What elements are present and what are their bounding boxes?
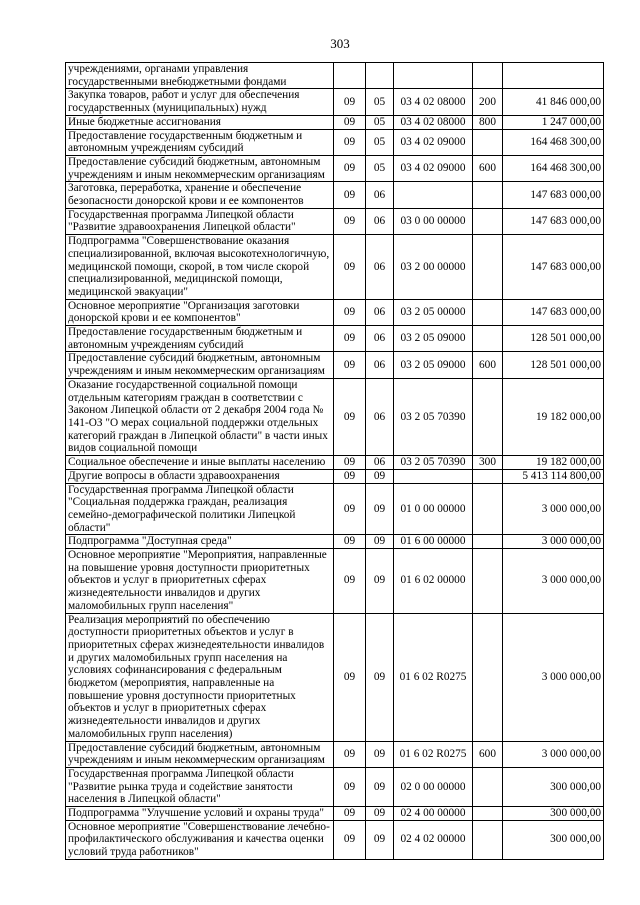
row-expense-type (473, 378, 503, 455)
row-name: Основное мероприятие "Организация заготовки донорской крови и ее компонентов" (66, 299, 334, 325)
row-amount: 19 182 000,00 (503, 456, 604, 470)
row-target-article: 03 4 02 09000 (394, 129, 473, 155)
row-name: Основное мероприятие "Совершенствование лечебно-профилактического обслуживания и качества оценки условий труда работников" (66, 820, 334, 859)
row-amount: 128 501 000,00 (503, 352, 604, 378)
table-row (66, 208, 604, 234)
row-expense-type: 600 (473, 352, 503, 378)
row-name: учреждениями, органами управления государственными внебюджетными фондами (66, 63, 334, 89)
row-target-article: 03 4 02 08000 (394, 115, 473, 129)
row-subsection: 05 (366, 115, 394, 129)
table-row (66, 535, 604, 549)
row-subsection: 09 (366, 535, 394, 549)
row-name: Реализация мероприятий по обеспечению доступности приоритетных объектов и услуг в приоритетных сферах жизнедеятельности инвалидов и других маломобильных групп населения на условиях софинансирования с федеральным бюджетом (мероприятия, направленные на повышение уровня доступности приоритетных объектов и услуг в приоритетных сферах жизнедеятельности инвалидов и других маломобильных групп населения) (66, 613, 334, 741)
row-target-article: 03 4 02 09000 (394, 155, 473, 181)
row-subsection: 09 (366, 820, 394, 859)
budget-table (65, 62, 604, 860)
row-amount: 3 000 000,00 (503, 535, 604, 549)
row-name: Предоставление субсидий бюджетным, автономным учреждениям и иным некоммерческим организациям (66, 155, 334, 181)
row-subsection: 06 (366, 378, 394, 455)
row-subsection (366, 63, 394, 89)
row-section: 09 (334, 456, 366, 470)
row-expense-type (473, 299, 503, 325)
row-name: Государственная программа Липецкой области "Развитие здравоохранения Липецкой области" (66, 208, 334, 234)
row-name: Предоставление субсидий бюджетным, автономным учреждениям и иным некоммерческим организациям (66, 741, 334, 767)
row-section: 09 (334, 235, 366, 300)
row-amount: 147 683 000,00 (503, 182, 604, 208)
row-name: Государственная программа Липецкой области "Развитие рынка труда и содействие занятости населения в Липецкой области" (66, 767, 334, 806)
row-subsection: 06 (366, 299, 394, 325)
row-subsection: 06 (366, 208, 394, 234)
table-row (66, 155, 604, 181)
row-target-article: 02 4 02 00000 (394, 820, 473, 859)
row-subsection: 09 (366, 613, 394, 741)
row-target-article: 02 0 00 00000 (394, 767, 473, 806)
row-target-article: 03 2 05 00000 (394, 299, 473, 325)
row-subsection: 06 (366, 235, 394, 300)
row-name: Предоставление государственным бюджетным и автономным учреждениям субсидий (66, 129, 334, 155)
table-row (66, 549, 604, 614)
row-subsection: 09 (366, 807, 394, 821)
row-amount: 147 683 000,00 (503, 299, 604, 325)
row-name: Закупка товаров, работ и услуг для обеспечения государственных (муниципальных) нужд (66, 89, 334, 115)
row-expense-type: 600 (473, 741, 503, 767)
row-expense-type: 600 (473, 155, 503, 181)
row-subsection: 09 (366, 741, 394, 767)
row-expense-type (473, 469, 503, 483)
row-name: Другие вопросы в области здравоохранения (66, 469, 334, 483)
row-subsection: 09 (366, 483, 394, 535)
row-section: 09 (334, 352, 366, 378)
row-section: 09 (334, 807, 366, 821)
row-subsection: 09 (366, 469, 394, 483)
row-target-article: 01 6 02 R0275 (394, 613, 473, 741)
row-target-article: 01 6 02 R0275 (394, 741, 473, 767)
row-section: 09 (334, 741, 366, 767)
row-amount: 147 683 000,00 (503, 235, 604, 300)
row-expense-type (473, 613, 503, 741)
row-subsection: 05 (366, 129, 394, 155)
row-target-article: 03 4 02 08000 (394, 89, 473, 115)
row-name: Заготовка, переработка, хранение и обеспечение безопасности донорской крови и ее компонентов (66, 182, 334, 208)
row-section: 09 (334, 129, 366, 155)
row-section: 09 (334, 155, 366, 181)
row-section: 09 (334, 326, 366, 352)
row-expense-type (473, 767, 503, 806)
row-target-article (394, 182, 473, 208)
table-row (66, 235, 604, 300)
row-name: Подпрограмма "Улучшение условий и охраны труда" (66, 807, 334, 821)
row-subsection: 09 (366, 549, 394, 614)
row-target-article: 01 6 02 00000 (394, 549, 473, 614)
row-expense-type: 800 (473, 115, 503, 129)
row-amount: 3 000 000,00 (503, 483, 604, 535)
table-row (66, 483, 604, 535)
row-amount: 164 468 300,00 (503, 155, 604, 181)
row-name: Социальное обеспечение и иные выплаты населению (66, 456, 334, 470)
row-amount: 3 000 000,00 (503, 613, 604, 741)
table-row (66, 129, 604, 155)
row-section: 09 (334, 469, 366, 483)
page-number: 303 (330, 36, 350, 51)
row-section: 09 (334, 613, 366, 741)
row-section: 09 (334, 767, 366, 806)
row-target-article: 01 6 00 00000 (394, 535, 473, 549)
row-target-article: 03 2 05 70390 (394, 378, 473, 455)
row-expense-type (473, 182, 503, 208)
row-name: Предоставление субсидий бюджетным, автономным учреждениям и иным некоммерческим организациям (66, 352, 334, 378)
row-expense-type: 300 (473, 456, 503, 470)
row-amount: 3 000 000,00 (503, 741, 604, 767)
table-row (66, 741, 604, 767)
row-amount: 41 846 000,00 (503, 89, 604, 115)
row-expense-type (473, 129, 503, 155)
row-section: 09 (334, 483, 366, 535)
table-row (66, 469, 604, 483)
row-section: 09 (334, 182, 366, 208)
row-target-article: 03 2 05 70390 (394, 456, 473, 470)
row-amount: 300 000,00 (503, 820, 604, 859)
row-name: Подпрограмма "Совершенствование оказания специализированной, включая высокотехнологичную, медицинской помощи, скорой, в том числе скорой специализированной, медицинской помощи, медицинской эвакуации" (66, 235, 334, 300)
row-subsection: 09 (366, 767, 394, 806)
row-expense-type (473, 549, 503, 614)
row-expense-type (473, 235, 503, 300)
row-target-article: 01 0 00 00000 (394, 483, 473, 535)
table-row (66, 613, 604, 741)
row-target-article: 02 4 00 00000 (394, 807, 473, 821)
row-subsection: 06 (366, 352, 394, 378)
table-row (66, 115, 604, 129)
row-section: 09 (334, 378, 366, 455)
row-expense-type: 200 (473, 89, 503, 115)
row-amount: 1 247 000,00 (503, 115, 604, 129)
row-section: 09 (334, 208, 366, 234)
row-expense-type (473, 807, 503, 821)
row-target-article: 03 2 00 00000 (394, 235, 473, 300)
row-amount: 19 182 000,00 (503, 378, 604, 455)
row-name: Оказание государственной социальной помощи отдельным категориям граждан в соответствии с Законом Липецкой области от 2 декабря 2004 года № 141-ОЗ "О мерах социальной поддержки отдельных категорий граждан в Липецкой области" в части иных видов социальной помощи (66, 378, 334, 455)
table-row (66, 326, 604, 352)
row-name: Иные бюджетные ассигнования (66, 115, 334, 129)
row-section: 09 (334, 299, 366, 325)
row-target-article (394, 469, 473, 483)
table-row (66, 807, 604, 821)
row-expense-type (473, 535, 503, 549)
row-subsection: 06 (366, 456, 394, 470)
table-row (66, 820, 604, 859)
table-row (66, 63, 604, 89)
row-expense-type (473, 208, 503, 234)
row-target-article: 03 2 05 09000 (394, 326, 473, 352)
row-section (334, 63, 366, 89)
row-expense-type (473, 326, 503, 352)
row-amount: 5 413 114 800,00 (503, 469, 604, 483)
row-subsection: 05 (366, 155, 394, 181)
row-amount: 300 000,00 (503, 807, 604, 821)
row-amount: 128 501 000,00 (503, 326, 604, 352)
table-row (66, 456, 604, 470)
row-target-article (394, 63, 473, 89)
row-amount: 164 468 300,00 (503, 129, 604, 155)
table-row (66, 182, 604, 208)
row-name: Подпрограмма "Доступная среда" (66, 535, 334, 549)
row-subsection: 05 (366, 89, 394, 115)
table-row (66, 378, 604, 455)
row-section: 09 (334, 820, 366, 859)
row-section: 09 (334, 89, 366, 115)
table-row (66, 89, 604, 115)
row-amount: 3 000 000,00 (503, 549, 604, 614)
row-name: Основное мероприятие "Мероприятия, направленные на повышение уровня доступности приоритетных объектов и услуг в приоритетных сферах жизнедеятельности инвалидов и других маломобильных групп населения" (66, 549, 334, 614)
row-section: 09 (334, 535, 366, 549)
row-amount: 300 000,00 (503, 767, 604, 806)
row-target-article: 03 2 05 09000 (394, 352, 473, 378)
table-row (66, 352, 604, 378)
row-target-article: 03 0 00 00000 (394, 208, 473, 234)
table-row (66, 299, 604, 325)
row-expense-type (473, 63, 503, 89)
row-name: Государственная программа Липецкой области "Социальная поддержка граждан, реализация семейно-демографической политики Липецкой области" (66, 483, 334, 535)
row-amount: 147 683 000,00 (503, 208, 604, 234)
row-section: 09 (334, 115, 366, 129)
row-name: Предоставление государственным бюджетным и автономным учреждениям субсидий (66, 326, 334, 352)
row-expense-type (473, 483, 503, 535)
row-section: 09 (334, 549, 366, 614)
row-expense-type (473, 820, 503, 859)
table-row (66, 767, 604, 806)
row-subsection: 06 (366, 182, 394, 208)
row-subsection: 06 (366, 326, 394, 352)
row-amount (503, 63, 604, 89)
